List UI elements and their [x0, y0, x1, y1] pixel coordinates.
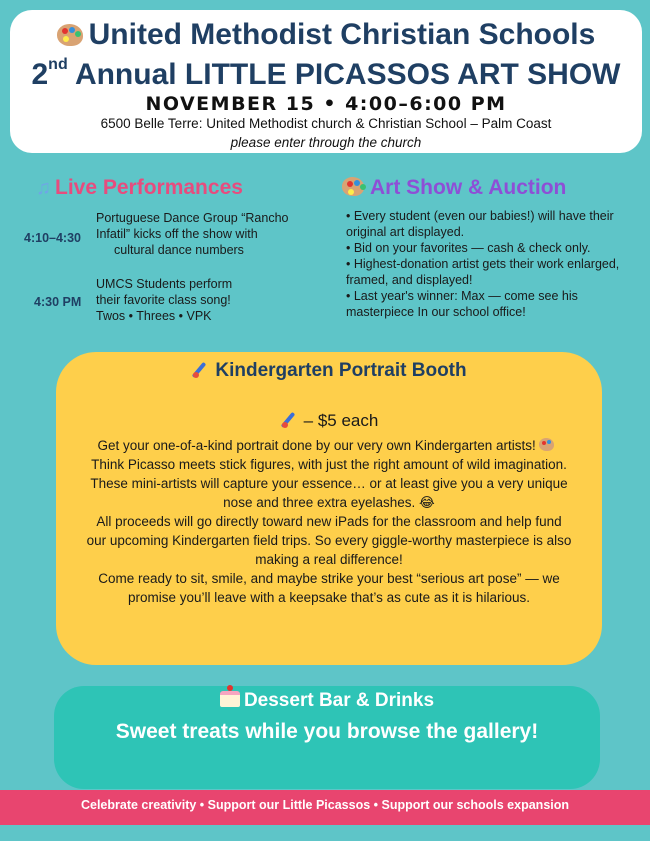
booth-paragraph: Get your one-of-a-kind portrait done by our very own Kindergarten artists! — [86, 436, 572, 455]
booth-price: – $5 each — [56, 410, 602, 431]
booth-paragraph: Think Picasso meets stick figures, with just the right amount of wild imagination. These mini-artists will capture your essence… or at least give you a very unique nose and three extra eyelashes. 😂 — [90, 457, 568, 510]
footer-banner: Celebrate creativity • Support our Little Picassos • Support our schools expansion — [0, 790, 650, 825]
paintbrush-icon — [280, 410, 300, 428]
event-header — [10, 10, 642, 153]
school-title: United Methodist Christian Schools — [10, 18, 642, 52]
artist-palette-icon — [57, 24, 83, 46]
list-item: • Highest-donation artist gets their work enlarged, framed, and displayed! — [346, 257, 620, 287]
event-address: 6500 Belle Terre: United Methodist church & Christian School – Palm Coast — [100, 116, 552, 131]
performance-description: Portuguese Dance Group “Rancho Infatil” kicks off the show with cultural dance numbers — [96, 211, 289, 257]
dessert-title: Dessert Bar & Drinks — [54, 690, 600, 712]
booth-paragraph: Come ready to sit, smile, and maybe strike your best “serious art pose” — we promise you’ll leave with a keepsake that’s as cute as it is hilarious. — [98, 571, 560, 605]
musical-notes-icon: ♫ — [36, 177, 51, 199]
performance-time: 4:10–4:30 — [24, 231, 81, 245]
paintbrush-icon — [191, 360, 211, 378]
art-show-heading: Art Show & Auction — [342, 176, 566, 200]
entry-note: please enter through the church — [230, 135, 422, 150]
event-title: 2nd Annual LITTLE PICASSOS ART SHOW — [31, 56, 621, 91]
booth-title: Kindergarten Portrait Booth — [56, 360, 602, 382]
booth-description — [86, 436, 572, 607]
performance-description: UMCS Students perform their favorite class song! Twos • Threes • VPK — [96, 277, 233, 323]
performances-heading: ♫ Live Performances — [36, 176, 243, 199]
portrait-booth-panel — [56, 352, 602, 665]
list-item: • Every student (even our babies!) will have their original art displayed. — [346, 209, 614, 239]
performance-time: 4:30 PM — [34, 295, 82, 309]
dessert-subtitle: Sweet treats while you browse the gallery! — [115, 720, 539, 743]
cake-slice-icon — [220, 691, 240, 707]
artist-palette-icon — [342, 177, 364, 196]
booth-paragraph: All proceeds will go directly toward new iPads for the classroom and help fund our upcoming Kindergarten field trips. So every giggle-worthy masterpiece is also making a real difference! — [86, 514, 572, 567]
list-item: • Last year's winner: Max — come see his masterpiece In our school office! — [346, 289, 578, 319]
dessert-bar-panel — [54, 686, 600, 789]
list-item: • Bid on your favorites — cash & check only. — [346, 241, 591, 255]
event-date-time: NOVEMBER 15 • 4:00–6:00 PM — [145, 93, 507, 115]
artist-palette-icon — [539, 438, 554, 451]
art-show-details — [346, 208, 636, 320]
bottom-band — [0, 825, 650, 841]
